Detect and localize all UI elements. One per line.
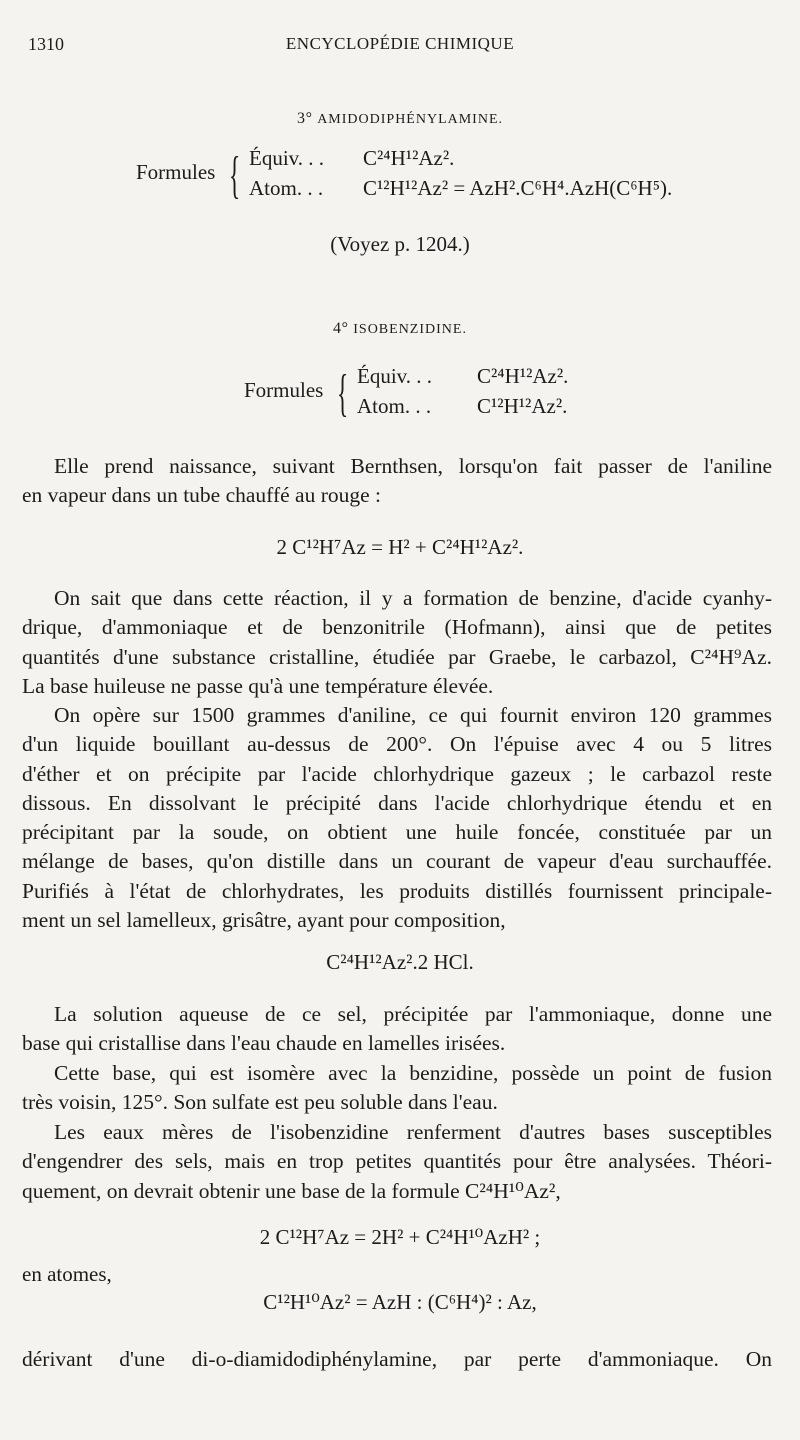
section-4-title xyxy=(0,320,800,338)
paragraph-6 xyxy=(22,1118,772,1206)
text-line: La base huileuse ne passe qu'à une température élevée. xyxy=(22,673,494,698)
text-line: Cette base, qui est isomère avec la benzidine, possède un point de fusion xyxy=(54,1061,772,1085)
atom-formula: C¹²H¹²Az². xyxy=(477,394,568,418)
text-line: drique, d'ammoniaque et de benzonitrile (Hofmann), ainsi que de petites xyxy=(22,615,772,640)
text-line: d'engendrer des sels, mais en trop petites quantités pour être analysées. Théori- xyxy=(22,1149,772,1174)
paragraph-2 xyxy=(22,584,772,701)
text-line: base qui cristallise dans l'eau chaude en lamelles irisées. xyxy=(22,1031,506,1056)
text-line: dérivant d'une di-o-diamidodiphénylamine, par perte d'ammoniaque. On xyxy=(22,1347,772,1371)
atom-formula: C¹²H¹²Az² = AzH².C⁶H⁴.AzH(C⁶H⁵). xyxy=(363,176,673,200)
running-title: ENCYCLOPÉDIE CHIMIQUE xyxy=(285,34,515,53)
text-line: en vapeur dans un tube chauffé au rouge : xyxy=(22,483,381,508)
equiv-formula: C²⁴H¹²Az². xyxy=(363,146,455,170)
text-line: La solution aqueuse de ce sel, précipitée par l'ammoniaque, donne une xyxy=(54,1002,772,1026)
page-number: 1310 xyxy=(28,34,64,54)
paragraph-7 xyxy=(22,1345,772,1374)
text-line: d'un liquide bouillant au-dessus de 200°. On l'épuise avec 4 ou 5 litres xyxy=(22,732,772,757)
paragraph-4 xyxy=(22,1000,772,1059)
text-line: On sait que dans cette réaction, il y a formation de benzine, d'acide cyanhy- xyxy=(54,586,772,610)
text-line: On opère sur 1500 grammes d'aniline, ce qui fournit environ 120 grammes xyxy=(54,703,772,727)
paragraph-3 xyxy=(22,701,772,935)
section-4-formulas xyxy=(244,364,644,434)
text-line: Les eaux mères de l'isobenzidine renferment d'autres bases susceptibles xyxy=(54,1120,772,1144)
section-3-name: AMIDODIPHÉNYLAMINE. xyxy=(317,112,504,127)
atom-label: Atom. . . xyxy=(249,176,324,200)
text-line: mélange de bases, qu'on distille dans un courant de vapeur d'eau surchauffée. xyxy=(22,849,772,874)
text-line: d'éther et on précipite par l'acide chlorhydrique gazeux ; le carbazol reste xyxy=(22,761,772,786)
equation-1: 2 C¹²H⁷Az = H² + C²⁴H¹²Az². xyxy=(276,535,524,559)
text-line: Elle prend naissance, suivant Bernthsen, lorsqu'on fait passer de l'aniline xyxy=(54,454,772,478)
equation-2: C²⁴H¹²Az².2 HCl. xyxy=(326,950,474,974)
paragraph-1 xyxy=(22,452,772,511)
text-line: précipitant par la soude, on obtient une huile foncée, constituée par un xyxy=(22,820,772,845)
section-3-formulas xyxy=(136,146,696,216)
en-atomes-label: en atomes, xyxy=(22,1262,112,1286)
page-header xyxy=(28,34,772,60)
text-line: quement, on devrait obtenir une base de la formule C²⁴H¹⁰Az², xyxy=(22,1178,561,1203)
formulas-label: Formules xyxy=(244,378,324,402)
section-4-number: 4° xyxy=(333,320,349,337)
equiv-label: Équiv. . . xyxy=(357,364,433,388)
equation-3: 2 C¹²H⁷Az = 2H² + C²⁴H¹⁰AzH² ; xyxy=(259,1225,541,1249)
equation-4: C¹²H¹⁰Az² = AzH : (C⁶H⁴)² : Az, xyxy=(263,1290,537,1314)
paragraph-5 xyxy=(22,1059,772,1118)
see-page-reference: (Voyez p. 1204.) xyxy=(330,232,470,256)
equiv-label: Équiv. . . xyxy=(249,146,325,170)
section-3-number: 3° xyxy=(296,110,313,127)
equiv-formula: C²⁴H¹²Az². xyxy=(477,364,569,388)
formulas-label: Formules xyxy=(136,160,216,184)
section-3-title xyxy=(0,110,800,128)
text-line: Purifiés à l'état de chlorhydrates, les produits distillés fournissent principale- xyxy=(22,878,772,903)
brace-icon: { xyxy=(337,365,349,422)
text-line: ment un sel lamelleux, grisâtre, ayant pour composition, xyxy=(22,908,506,933)
text-line: quantités d'une substance cristalline, étudiée par Graebe, le carbazol, C²⁴H⁹Az. xyxy=(22,644,772,669)
brace-icon: { xyxy=(229,147,241,204)
atom-label: Atom. . . xyxy=(357,394,432,418)
text-line: dissous. En dissolvant le précipité dans l'acide chlorhydrique étendu et en xyxy=(22,790,772,815)
text-line: très voisin, 125°. Son sulfate est peu soluble dans l'eau. xyxy=(22,1090,498,1115)
section-4-name: ISOBENZIDINE. xyxy=(353,322,467,337)
